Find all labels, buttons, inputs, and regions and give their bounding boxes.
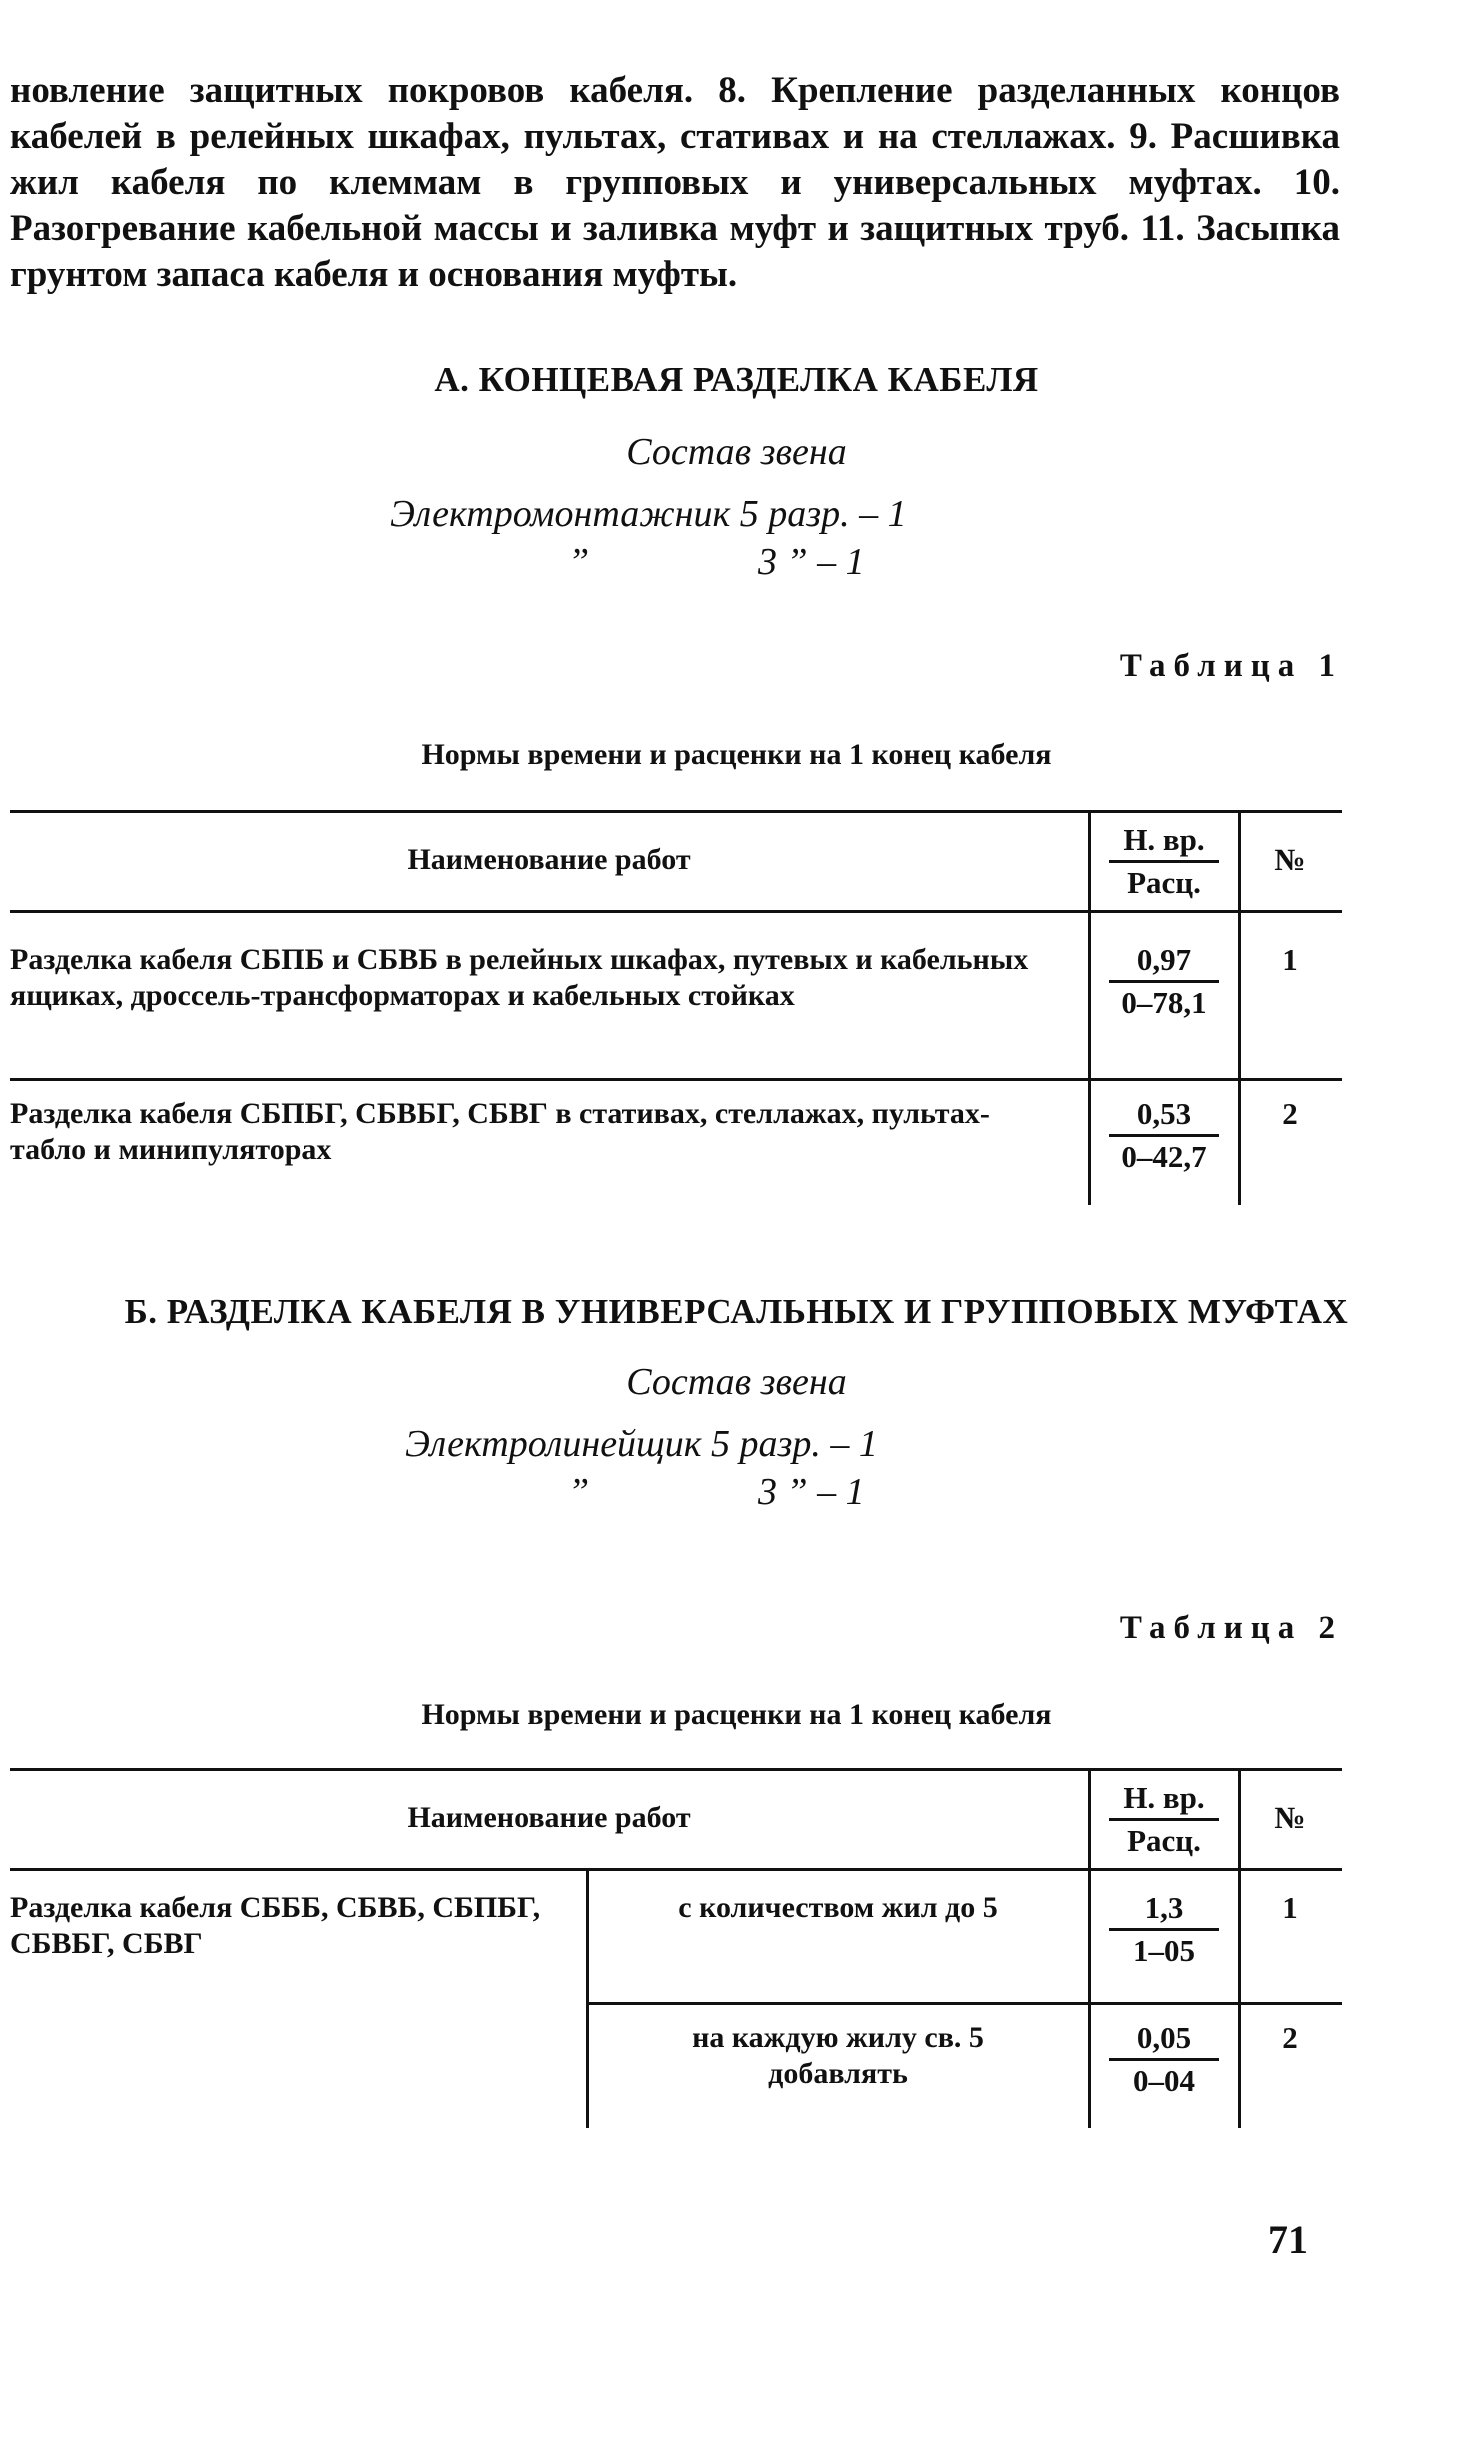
- table-2-row-1-values: [1090, 1890, 1238, 1969]
- table-2-label: Таблица 2: [1119, 1610, 1343, 1646]
- table-1-header-rate: Расц.: [1127, 865, 1201, 900]
- table-2-row-rule: [588, 2002, 1342, 2005]
- section-a-crew-line2: 3 ” – 1: [758, 541, 865, 583]
- section-b-crew-line2: 3 ” – 1: [758, 1471, 865, 1513]
- section-b-crew-ditto-mark: ”: [568, 1471, 590, 1513]
- fraction-bar: [1109, 980, 1219, 983]
- section-b-crew-line1: Электролинейщик 5 разр. – 1: [405, 1423, 878, 1465]
- section-a-crew-ditto-mark: ”: [568, 541, 590, 583]
- table-1-caption: Нормы времени и расценки на 1 конец кабеля: [421, 738, 1052, 771]
- table-1-header-norm: Н. вр.: [1123, 822, 1205, 857]
- table-2-caption: Нормы времени и расценки на 1 конец кабеля: [421, 1698, 1052, 1731]
- table-1-row-2-values: [1090, 1096, 1238, 1175]
- table-2-row-2-norm: 0,05: [1136, 2020, 1192, 2055]
- table-1-row-1-norm: 0,97: [1136, 942, 1192, 977]
- table-2-col-divider-0: [586, 1868, 589, 2128]
- table-1-row-1-rate: 0–78,1: [1121, 985, 1207, 1020]
- fraction-bar: [1109, 1134, 1219, 1137]
- table-2-row-1-condition: с количеством жил до 5: [678, 1891, 998, 1924]
- table-1-row-1-name: Разделка кабеля СБПБ и СБВБ в релейных шкафах, путевых и кабельных ящиках, дроссель-трансформаторах и кабельных стойках: [10, 943, 1029, 1012]
- fraction-bar: [1109, 1928, 1219, 1931]
- table-1-row-2-norm: 0,53: [1136, 1096, 1192, 1131]
- table-2-row-1-no: 1: [1282, 1890, 1298, 1925]
- table-1-label: Таблица 1: [1119, 648, 1343, 684]
- section-a-heading: А. КОНЦЕВАЯ РАЗДЕЛКА КАБЕЛЯ: [434, 360, 1039, 399]
- page-number: 71: [1268, 2217, 1308, 2262]
- section-b-crew-title: Состав звена: [626, 1361, 847, 1403]
- table-1-header-rule: [10, 910, 1342, 913]
- table-1-header-no: №: [1274, 842, 1306, 877]
- fraction-bar: [1109, 2058, 1219, 2061]
- table-2-header-name: Наименование работ: [407, 1801, 691, 1834]
- table-2-header-norm: Н. вр.: [1123, 1780, 1205, 1815]
- table-1-top-rule: [10, 810, 1342, 813]
- section-b-heading: Б. РАЗДЕЛКА КАБЕЛЯ В УНИВЕРСАЛЬНЫХ И ГРУППОВЫХ МУФТАХ: [124, 1292, 1349, 1331]
- table-2-row-2-values: [1090, 2020, 1238, 2099]
- table-2-group-name: Разделка кабеля СБББ, СБВБ, СБПБГ, СБВБГ, СБВГ: [10, 1891, 541, 1960]
- table-1-header-name: Наименование работ: [407, 843, 691, 876]
- table-1-row-rule: [10, 1078, 1342, 1081]
- table-2-header-norm-rate: [1090, 1780, 1238, 1859]
- fraction-bar: [1109, 860, 1219, 863]
- table-1-row-2-no: 2: [1282, 1096, 1298, 1131]
- table-2-header-no: №: [1274, 1800, 1306, 1835]
- table-1-row-2-name: Разделка кабеля СБПБГ, СБВБГ, СБВГ в стативах, стеллажах, пультах-табло и минипуляторах: [10, 1097, 990, 1166]
- table-2-header-rate: Расц.: [1127, 1823, 1201, 1858]
- table-1-row-1-values: [1090, 942, 1238, 1021]
- table-2-row-2-rate: 0–04: [1133, 2063, 1195, 2098]
- table-1-row-1-no: 1: [1282, 942, 1298, 977]
- table-2-row-1-rate: 1–05: [1133, 1933, 1195, 1968]
- section-a-crew-title: Состав звена: [626, 431, 847, 473]
- fraction-bar: [1109, 1818, 1219, 1821]
- table-1-header-norm-rate: [1090, 822, 1238, 901]
- table-2-top-rule: [10, 1768, 1342, 1771]
- table-2-row-2-condition: на каждую жилу св. 5 добавлять: [692, 2021, 984, 2090]
- table-1-row-2-rate: 0–42,7: [1121, 1139, 1207, 1174]
- intro-paragraph: новление защитных покровов кабеля. 8. Крепление разделанных концов кабелей в релейных шкафах, пультах, стативах и на стеллажах. 9. Расшивка жил кабеля по клеммам в групповых и универсальных муфтах. 10. Разогревание кабельной массы и заливка муфт и защитных труб. 11. Засыпка грунтом запаса кабеля и основания муфты.: [10, 70, 1340, 295]
- table-2-row-2-no: 2: [1282, 2020, 1298, 2055]
- table-2-row-1-norm: 1,3: [1144, 1890, 1184, 1925]
- section-a-crew-line1: Электромонтажник 5 разр. – 1: [390, 493, 907, 535]
- table-2-header-rule: [10, 1868, 1342, 1871]
